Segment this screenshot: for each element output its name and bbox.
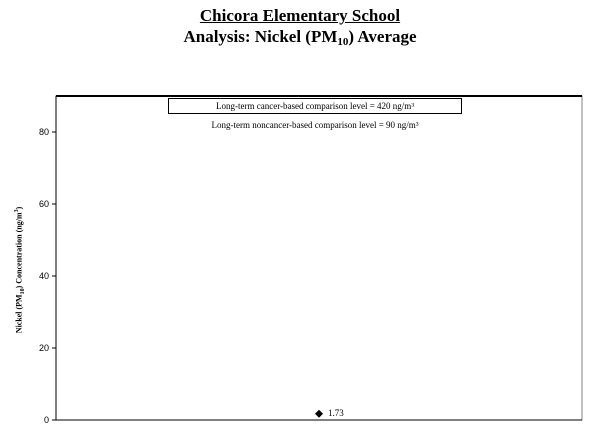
title-suffix: ) Average (348, 27, 417, 46)
y-tick-label: 20 (38, 343, 49, 353)
data-point-marker (315, 410, 323, 418)
cancer-comparison-label: Long-term cancer-based comparison level = 420 ng/m³ (168, 98, 462, 114)
y-tick-label: 80 (38, 127, 49, 137)
y-tick-label: 60 (38, 199, 49, 209)
chart-title-line1: Chicora Elementary School (199, 6, 401, 25)
y-tick-label: 40 (38, 271, 49, 281)
title-subscript: 10 (337, 36, 349, 48)
data-point-label: 1.73 (328, 407, 344, 418)
plot-area-border (56, 96, 582, 420)
title-prefix: Analysis: Nickel (PM (183, 27, 338, 46)
y-tick-label: 0 (43, 415, 49, 425)
y-axis-title: Nickel $(PM_{10})$ Concentration $(ng/m^3)$ (13, 206, 27, 334)
noncancer-comparison-label: Long-term noncancer-based comparison level = 90 ng/m³ (211, 120, 419, 130)
